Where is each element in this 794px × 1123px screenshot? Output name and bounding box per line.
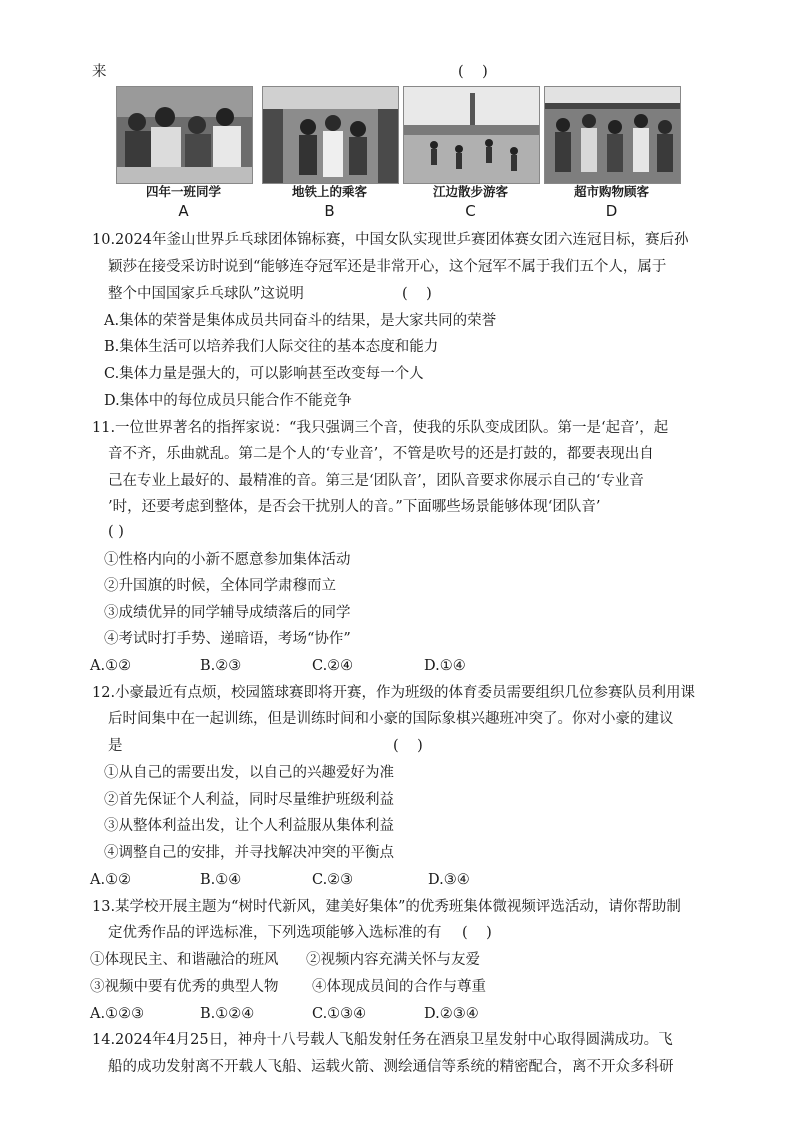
- caption-a: 四年一班同学: [145, 184, 221, 199]
- q13-choice-d: D.②③④: [424, 1006, 479, 1022]
- q12-item: ④调整自己的安排，并寻找解决冲突的平衡点: [104, 845, 394, 861]
- photo-subway: [262, 86, 399, 184]
- q14-stem-line: 14.2024年4月25日，神舟十八号载人飞船发射任务在酒泉卫星发射中心取得圆满成功。飞: [92, 1032, 673, 1048]
- q13-answer-paren: ( ): [462, 925, 492, 941]
- q12-item: ②首先保证个人利益，同时尽量维护班级利益: [104, 792, 394, 808]
- q11-choice-b: B.②③: [200, 658, 242, 674]
- q13-choice-a: A.①②③: [90, 1006, 145, 1022]
- q13-item: ④体现成员间的合作与尊重: [312, 979, 486, 995]
- q10-option-d: D.集体中的每位成员只能合作不能竞争: [104, 393, 352, 409]
- q10-stem-line: 颖莎在接受采访时说到“能够连夺冠军还是非常开心，这个冠军不属于我们五个人，属于: [108, 259, 667, 275]
- q12-item: ①从自己的需要出发，以自己的兴趣爱好为准: [104, 765, 394, 781]
- q11-item: ③成绩优异的同学辅导成绩落后的同学: [104, 605, 351, 621]
- letter-a: A: [178, 202, 189, 220]
- q13-item: ③视频中要有优秀的典型人物: [90, 979, 279, 995]
- q11-item: ①性格内向的小新不愿意参加集体活动: [104, 552, 351, 568]
- q11-answer-paren: ( ): [108, 524, 124, 540]
- q13-stem-line: 13.某学校开展主题为“树时代新风，建美好集体”的优秀班集体微视频评选活动，请你帮助制: [92, 899, 681, 915]
- q13-item: ①体现民主、和谐融洽的班风: [90, 952, 279, 968]
- q10-answer-paren: ( ): [402, 286, 432, 302]
- q13-choice-b: B.①②④: [200, 1006, 255, 1022]
- q12-choice-a: A.①②: [90, 872, 132, 888]
- q11-choice-d: D.①④: [424, 658, 466, 674]
- caption-b: 地铁上的乘客: [291, 184, 367, 199]
- q9-answer-paren: ( ): [458, 64, 488, 80]
- caption-d: 超市购物顾客: [573, 184, 649, 199]
- q13-choice-c: C.①③④: [312, 1006, 367, 1022]
- q11-item: ④考试时打手势、递暗语，考场“协作”: [104, 631, 351, 647]
- q10-stem-line: 整个中国国家乒乓球队”这说明: [108, 286, 304, 302]
- q11-item: ②升国旗的时候，全体同学肃穆而立: [104, 578, 336, 594]
- q11-stem-line: 11.一位世界著名的指挥家说：“我只强调三个音，使我的乐队变成团队。第一是‘起音’，起: [92, 420, 669, 436]
- q11-stem-line: 己在专业上最好的、最精准的音。第三是‘团队音’，团队音要求你展示自己的‘专业音: [108, 473, 644, 489]
- photo-classroom: [116, 86, 253, 184]
- q10-option-a: A.集体的荣誉是集体成员共同奋斗的结果，是大家共同的荣誉: [104, 313, 497, 329]
- photo-supermarket: [544, 86, 681, 184]
- q10-stem-line: 10.2024年釜山世界乒乓球团体锦标赛，中国女队实现世乒赛团体赛女团六连冠目标，赛后孙: [92, 232, 689, 248]
- q12-choice-d: D.③④: [428, 872, 470, 888]
- q11-stem-line: ’时，还要考虑到整体，是否会干扰别人的音。”下面哪些场景能够体现‘团队音’: [108, 499, 601, 515]
- q12-item: ③从整体利益出发，让个人利益服从集体利益: [104, 818, 394, 834]
- q12-stem-line: 后时间集中在一起训练，但是训练时间和小豪的国际象棋兴趣班冲突了。你对小豪的建议: [108, 711, 674, 727]
- q13-stem-line: 定优秀作品的评选标准，下列选项能够入选标准的有: [108, 925, 442, 941]
- q9-continuation: 来: [92, 64, 107, 80]
- q10-option-c: C.集体力量是强大的，可以影响甚至改变每一个人: [104, 366, 424, 382]
- q12-choice-c: C.②③: [312, 872, 354, 888]
- photo-riverside: [403, 86, 540, 184]
- letter-d: D: [605, 202, 618, 220]
- q12-answer-paren: ( ): [393, 738, 423, 754]
- letter-b: B: [324, 202, 335, 220]
- q14-stem-line: 船的成功发射离不开载人飞船、运载火箭、测绘通信等系统的精密配合，离不开众多科研: [108, 1059, 674, 1075]
- q12-stem-line: 是: [108, 738, 123, 754]
- q12-stem-line: 12.小豪最近有点烦，校园篮球赛即将开赛，作为班级的体育委员需要组织几位参赛队员利用课: [92, 685, 696, 701]
- caption-c: 江边散步游客: [432, 184, 508, 199]
- letter-c: C: [465, 202, 476, 220]
- q11-choice-a: A.①②: [90, 658, 132, 674]
- q10-option-b: B.集体生活可以培养我们人际交往的基本态度和能力: [104, 339, 439, 355]
- q13-item: ②视频内容充满关怀与友爱: [306, 952, 480, 968]
- scene-photos: [116, 86, 678, 220]
- q11-stem-line: 音不齐，乐曲就乱。第二是个人的‘专业音’，不管是吹号的还是打鼓的，都要表现出自: [108, 446, 654, 462]
- q11-choice-c: C.②④: [312, 658, 354, 674]
- q12-choice-b: B.①④: [200, 872, 242, 888]
